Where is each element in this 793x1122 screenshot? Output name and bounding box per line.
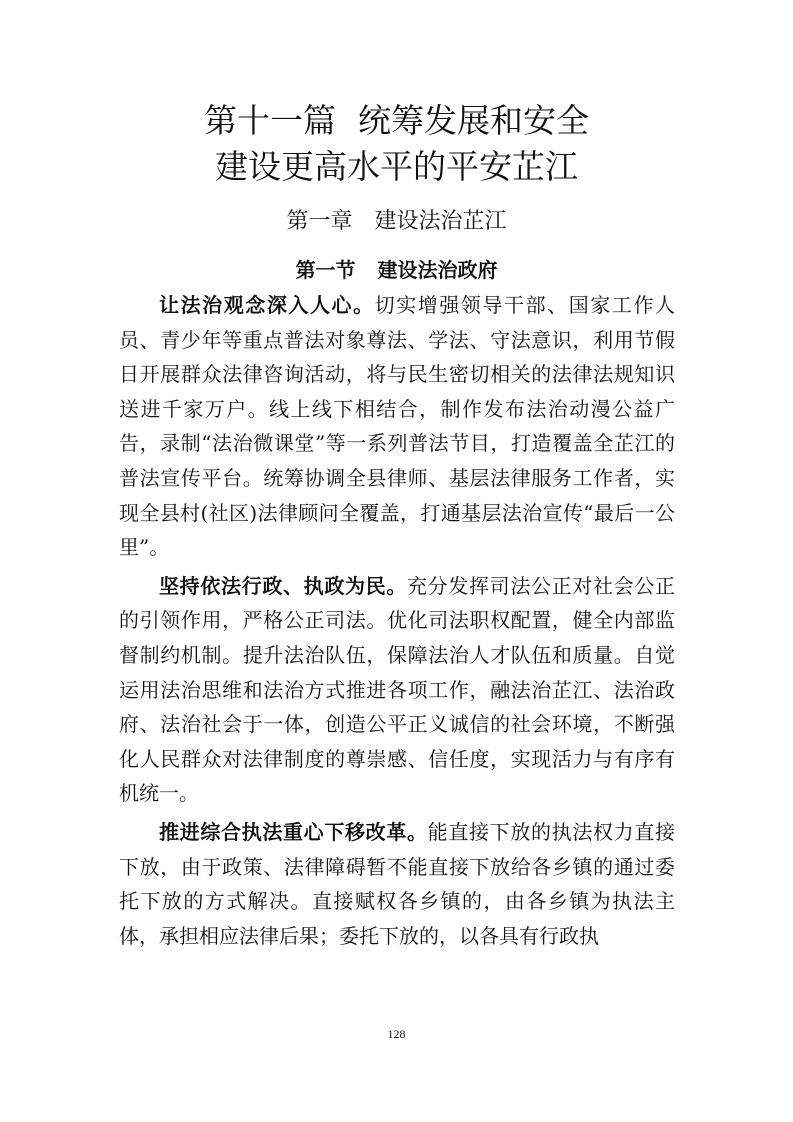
paragraph-text: 能直接下放的执法权力直接下放，由于政策、法律障碍暂不能直接下放给各乡镇的通过委托下放的方式解决。直接赋权各乡镇的，由各乡镇为执法主体，承担相应法律后果；委托下放的，以各具有行政执 [119,819,676,948]
part-title-line-1 [0,101,793,141]
chapter-number: 第一章 [286,209,353,234]
paragraph [119,815,675,953]
section-number: 第一节 [295,258,356,282]
chapter-title: 建设法治芷江 [374,209,507,234]
part-number: 第十一篇 [204,101,336,140]
body-text [119,288,675,957]
paragraph-text: 充分发挥司法公正对社会公正的引领作用，严格公正司法。优化司法职权配置，健全内部监督制约机制。提升法治队伍，保障法治人才队伍和质量。自觉运用法治思维和法治方式推进各项工作，融法治芷江、法治政府、法治社会于一体，创造公平正义诚信的社会环境，不断强化人民群众对法律制度的尊崇感、信任度，实现活力与有序有机统一。 [119,573,675,806]
section-title: 建设法治政府 [377,258,498,282]
section-heading [0,256,793,284]
paragraph-text: 切实增强领导干部、国家工作人员、青少年等重点普法对象尊法、学法、守法意识，利用节假日开展群众法律咨询活动，将与民生密切相关的法律法规知识送进千家万户。线上线下相结合，制作发布法治动漫公益广告，录制“法治微课堂”等一系列普法节目，打造覆盖全芷江的普法宣传平台。统筹协调全县律师、基层法律服务工作者，实现全县村(社区)法律顾问全覆盖，打通基层法治宣传“最后一公里”。 [119,293,676,560]
page-number: 128 [387,1027,406,1041]
paragraph-lead: 让法治观念深入人心。 [159,293,375,317]
paragraph [119,569,675,811]
part-title-line-2: 建设更高水平的平安芷江 [215,147,578,186]
part-title-main: 统筹发展和安全 [358,101,589,140]
paragraph-lead: 坚持依法行政、执政为民。 [159,573,407,598]
paragraph-lead: 推进综合执法重心下移改革。 [159,819,428,844]
chapter-heading [0,207,793,237]
paragraph [119,288,675,565]
